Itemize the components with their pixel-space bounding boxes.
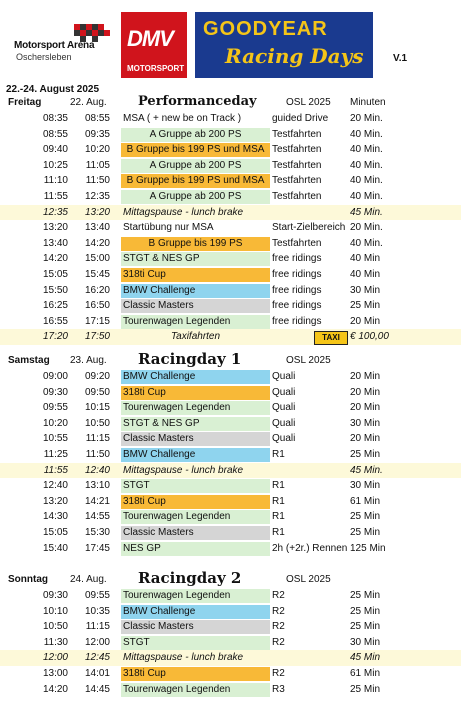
duration: 40 Min. bbox=[350, 190, 383, 202]
event-name: STGT & NES GP bbox=[121, 417, 270, 431]
duration: € 100,00 bbox=[350, 331, 389, 343]
end-time: 09:20 bbox=[84, 371, 110, 382]
start-time: 14:30 bbox=[42, 511, 68, 523]
start-time: 09:30 bbox=[42, 386, 68, 398]
end-time: 09:35 bbox=[84, 128, 110, 140]
schedule-row bbox=[0, 682, 461, 698]
session-type: Quali bbox=[272, 433, 296, 445]
session-type: Quali bbox=[272, 386, 296, 398]
day-section bbox=[0, 569, 461, 697]
day-date: 23. Aug. bbox=[70, 355, 107, 366]
end-time: 12:40 bbox=[84, 464, 110, 476]
event-name: A Gruppe ab 200 PS bbox=[121, 159, 270, 173]
session-type: Testfahrten bbox=[272, 144, 322, 156]
start-time: 10:50 bbox=[42, 621, 68, 633]
start-time: 09:00 bbox=[42, 371, 68, 382]
schedule-row bbox=[0, 267, 461, 283]
duration: 20 Min bbox=[350, 315, 381, 327]
start-time: 14:20 bbox=[42, 683, 68, 695]
start-time: 08:35 bbox=[42, 113, 68, 124]
event-name: Mittagspause - lunch brake bbox=[123, 464, 244, 476]
session-type: free ridings bbox=[272, 268, 322, 280]
event-name: Mittagspause - lunch brake bbox=[123, 206, 244, 218]
session-type: R1 bbox=[272, 480, 285, 492]
taxi-sign-icon: TAXI bbox=[314, 331, 348, 345]
session-type: Testfahrten bbox=[272, 159, 322, 171]
start-time: 12:00 bbox=[42, 652, 68, 664]
start-time: 10:20 bbox=[42, 417, 68, 429]
day-name: Sonntag bbox=[8, 574, 48, 585]
msa-logo-line1: Motorsport Arena bbox=[14, 40, 95, 51]
end-time: 15:00 bbox=[84, 253, 110, 265]
schedule-row bbox=[0, 283, 461, 299]
session-type: R3 bbox=[272, 683, 285, 695]
end-time: 12:45 bbox=[84, 652, 110, 664]
end-time: 10:50 bbox=[84, 417, 110, 429]
schedule-row bbox=[0, 666, 461, 682]
goodyear-logo-line2: Racing Days bbox=[225, 44, 364, 68]
start-time: 15:05 bbox=[42, 526, 68, 538]
start-time: 14:20 bbox=[42, 253, 68, 265]
event-name: 318ti Cup bbox=[121, 268, 270, 282]
end-time: 08:55 bbox=[84, 113, 110, 124]
end-time: 11:15 bbox=[85, 433, 110, 445]
day-header bbox=[0, 95, 461, 111]
event-name: B Gruppe bis 199 PS und MSA bbox=[121, 143, 270, 157]
event-name: Mittagspause - lunch brake bbox=[123, 652, 244, 664]
start-time: 11:55 bbox=[43, 464, 68, 476]
start-time: 15:05 bbox=[42, 268, 68, 280]
schedule-row bbox=[0, 142, 461, 158]
day-name: Freitag bbox=[8, 97, 42, 108]
goodyear-logo-line1: GOODYEAR bbox=[203, 18, 328, 40]
duration: 25 Min bbox=[350, 605, 381, 617]
start-time: 16:55 bbox=[42, 315, 68, 327]
schedule-row bbox=[0, 525, 461, 541]
event-name: Tourenwagen Legenden bbox=[121, 589, 270, 603]
event-name: BMW Challenge bbox=[121, 370, 270, 384]
schedule-row bbox=[0, 588, 461, 604]
end-time: 12:35 bbox=[84, 190, 110, 202]
day-section bbox=[0, 95, 461, 345]
event-name: STGT & NES GP bbox=[121, 252, 270, 266]
schedule-row bbox=[0, 314, 461, 330]
session-type: R2 bbox=[272, 667, 285, 679]
session-type: free ridings bbox=[272, 300, 322, 312]
event-name: B Gruppe bis 199 PS und MSA bbox=[121, 174, 270, 188]
end-time: 14:55 bbox=[84, 511, 110, 523]
start-time: 11:25 bbox=[43, 448, 68, 460]
event-name: Classic Masters bbox=[121, 620, 270, 634]
duration: 61 Min bbox=[350, 667, 381, 679]
start-time: 13:00 bbox=[42, 667, 68, 679]
duration: 20 Min. bbox=[350, 113, 383, 124]
start-time: 11:55 bbox=[43, 190, 68, 202]
goodyear-racing-days-logo bbox=[195, 12, 373, 78]
schedule-row bbox=[0, 173, 461, 189]
osl-label: OSL 2025 bbox=[286, 355, 331, 366]
unit-label: Minuten bbox=[350, 97, 386, 108]
event-name: A Gruppe ab 200 PS bbox=[121, 128, 270, 142]
event-name: Tourenwagen Legenden bbox=[121, 683, 270, 697]
schedule-row bbox=[0, 604, 461, 620]
duration: 30 Min bbox=[350, 417, 381, 429]
event-name: Tourenwagen Legenden bbox=[121, 510, 270, 524]
event-name: STGT bbox=[121, 636, 270, 650]
duration: 20 Min. bbox=[350, 222, 383, 234]
end-time: 13:40 bbox=[84, 222, 110, 234]
end-time: 09:50 bbox=[84, 386, 110, 398]
motorsport-arena-logo bbox=[10, 22, 116, 62]
start-time: 16:25 bbox=[42, 300, 68, 312]
session-type: Testfahrten bbox=[272, 237, 322, 249]
event-name: Tourenwagen Legenden bbox=[121, 315, 270, 329]
event-name: 318ti Cup bbox=[121, 495, 270, 509]
session-type: free ridings bbox=[272, 315, 322, 327]
event-name: STGT bbox=[121, 479, 270, 493]
schedule-row bbox=[0, 220, 461, 236]
session-type: Start-Zielbereich bbox=[272, 222, 346, 234]
duration: 25 Min bbox=[350, 511, 381, 523]
schedule-row bbox=[0, 400, 461, 416]
session-type: R2 bbox=[272, 605, 285, 617]
schedule-row bbox=[0, 329, 461, 345]
duration: 125 Min bbox=[350, 542, 386, 554]
day-header bbox=[0, 350, 461, 369]
session-type: 2h (+2r.) Rennen bbox=[272, 542, 348, 554]
schedule-row bbox=[0, 416, 461, 432]
schedule-row bbox=[0, 431, 461, 447]
start-time: 13:20 bbox=[42, 495, 68, 507]
start-time: 09:30 bbox=[42, 590, 68, 601]
osl-label: OSL 2025 bbox=[286, 574, 331, 585]
event-name: 318ti Cup bbox=[121, 386, 270, 400]
duration: 40 Min. bbox=[350, 159, 383, 171]
day-date: 22. Aug. bbox=[70, 97, 107, 108]
end-time: 15:30 bbox=[84, 526, 110, 538]
event-name: A Gruppe ab 200 PS bbox=[121, 190, 270, 204]
start-time: 13:40 bbox=[42, 237, 68, 249]
schedule-row bbox=[0, 385, 461, 401]
event-name: 318ti Cup bbox=[121, 667, 270, 681]
end-time: 11:05 bbox=[85, 159, 110, 171]
end-time: 13:10 bbox=[84, 480, 110, 492]
end-time: 11:50 bbox=[85, 448, 110, 460]
end-time: 15:45 bbox=[84, 268, 110, 280]
schedule-row bbox=[0, 189, 461, 205]
msa-logo-line2: Oschersleben bbox=[16, 52, 72, 62]
duration: 25 Min bbox=[350, 526, 381, 538]
end-time: 17:45 bbox=[84, 542, 110, 554]
schedule-row bbox=[0, 127, 461, 143]
duration: 40 Min bbox=[350, 268, 381, 280]
date-range: 22.-24. August 2025 bbox=[6, 84, 100, 95]
day-section bbox=[0, 350, 461, 556]
version-label: V.1 bbox=[393, 53, 408, 64]
schedule-row bbox=[0, 541, 461, 557]
lunch-break-row bbox=[0, 650, 461, 666]
end-time: 16:50 bbox=[84, 300, 110, 312]
start-time: 17:20 bbox=[42, 331, 68, 343]
duration: 25 Min bbox=[350, 448, 381, 460]
end-time: 17:15 bbox=[84, 315, 110, 327]
day-name: Samstag bbox=[8, 355, 50, 366]
start-time: 08:55 bbox=[42, 128, 68, 140]
start-time: 09:40 bbox=[42, 144, 68, 156]
duration: 20 Min bbox=[350, 371, 381, 382]
start-time: 10:55 bbox=[42, 433, 68, 445]
duration: 25 Min bbox=[350, 683, 381, 695]
end-time: 10:35 bbox=[84, 605, 110, 617]
duration: 30 Min bbox=[350, 636, 381, 648]
duration: 45 Min. bbox=[350, 464, 383, 476]
schedule-row bbox=[0, 236, 461, 252]
duration: 45 Min. bbox=[350, 206, 383, 218]
schedule-row bbox=[0, 494, 461, 510]
dmv-logo bbox=[121, 12, 187, 78]
start-time: 12:40 bbox=[42, 480, 68, 492]
start-time: 10:25 bbox=[42, 159, 68, 171]
session-type: Quali bbox=[272, 417, 296, 429]
session-type: Testfahrten bbox=[272, 128, 322, 140]
duration: 40 Min. bbox=[350, 128, 383, 140]
start-time: 09:55 bbox=[42, 402, 68, 414]
schedule-row bbox=[0, 509, 461, 525]
duration: 45 Min bbox=[350, 652, 381, 664]
session-type: R1 bbox=[272, 511, 285, 523]
end-time: 09:55 bbox=[84, 590, 110, 601]
end-time: 16:20 bbox=[84, 284, 110, 296]
end-time: 13:20 bbox=[84, 206, 110, 218]
lunch-break-row bbox=[0, 463, 461, 479]
header bbox=[0, 0, 461, 82]
schedule-row bbox=[0, 619, 461, 635]
session-type: R1 bbox=[272, 495, 285, 507]
event-name: BMW Challenge bbox=[121, 448, 270, 462]
session-type: Quali bbox=[272, 371, 296, 382]
event-name: Taxifahrten bbox=[170, 331, 221, 343]
lunch-break-row bbox=[0, 205, 461, 221]
event-name: Tourenwagen Legenden bbox=[121, 401, 270, 415]
day-title: Performanceday bbox=[138, 94, 257, 109]
session-type: Testfahrten bbox=[272, 175, 322, 187]
duration: 25 Min bbox=[350, 590, 381, 601]
duration: 40 Min. bbox=[350, 237, 383, 249]
duration: 20 Min bbox=[350, 433, 381, 445]
duration: 25 Min bbox=[350, 300, 381, 312]
event-name: NES GP bbox=[121, 542, 270, 556]
duration: 25 Min bbox=[350, 621, 381, 633]
schedule-row bbox=[0, 478, 461, 494]
session-type: R2 bbox=[272, 621, 285, 633]
day-title: Racingday 1 bbox=[138, 350, 242, 368]
duration: 40 Min. bbox=[350, 175, 383, 187]
event-name: Startübung nur MSA bbox=[123, 222, 214, 234]
end-time: 17:50 bbox=[84, 331, 110, 343]
day-header bbox=[0, 569, 461, 588]
duration: 20 Min bbox=[350, 402, 381, 414]
duration: 20 Min bbox=[350, 386, 381, 398]
start-time: 11:10 bbox=[43, 175, 68, 187]
end-time: 10:15 bbox=[84, 402, 110, 414]
start-time: 15:40 bbox=[42, 542, 68, 554]
duration: 30 Min bbox=[350, 480, 381, 492]
session-type: guided Drive bbox=[272, 113, 329, 124]
session-type: R2 bbox=[272, 590, 285, 601]
end-time: 14:21 bbox=[84, 495, 110, 507]
schedule-row bbox=[0, 111, 461, 127]
dmv-logo-sub: MOTORSPORT bbox=[127, 64, 185, 73]
session-type: Testfahrten bbox=[272, 190, 322, 202]
end-time: 11:50 bbox=[85, 175, 110, 187]
event-name: Classic Masters bbox=[121, 526, 270, 540]
event-name: B Gruppe bis 199 PS bbox=[121, 237, 270, 251]
session-type: R2 bbox=[272, 636, 285, 648]
start-time: 11:30 bbox=[43, 636, 68, 648]
end-time: 14:20 bbox=[84, 237, 110, 249]
duration: 40 Min. bbox=[350, 144, 383, 156]
schedule-row bbox=[0, 447, 461, 463]
schedule-row bbox=[0, 298, 461, 314]
duration: 61 Min bbox=[350, 495, 381, 507]
event-name: BMW Challenge bbox=[121, 605, 270, 619]
end-time: 11:15 bbox=[85, 621, 110, 633]
session-type: free ridings bbox=[272, 284, 322, 296]
start-time: 15:50 bbox=[42, 284, 68, 296]
end-time: 14:01 bbox=[84, 667, 110, 679]
end-time: 10:20 bbox=[84, 144, 110, 156]
session-type: Quali bbox=[272, 402, 296, 414]
event-name: Classic Masters bbox=[121, 299, 270, 313]
event-name: MSA ( + new be on Track ) bbox=[123, 113, 242, 124]
schedule-row bbox=[0, 369, 461, 385]
osl-label: OSL 2025 bbox=[286, 97, 331, 108]
dmv-logo-main: DMV bbox=[127, 26, 173, 51]
duration: 40 Min bbox=[350, 253, 381, 265]
event-name: BMW Challenge bbox=[121, 284, 270, 298]
duration: 30 Min bbox=[350, 284, 381, 296]
day-date: 24. Aug. bbox=[70, 574, 107, 585]
start-time: 12:35 bbox=[42, 206, 68, 218]
start-time: 13:20 bbox=[42, 222, 68, 234]
event-name: Classic Masters bbox=[121, 432, 270, 446]
end-time: 14:45 bbox=[84, 683, 110, 695]
schedule-row bbox=[0, 251, 461, 267]
schedule-row bbox=[0, 635, 461, 651]
session-type: R1 bbox=[272, 526, 285, 538]
day-title: Racingday 2 bbox=[138, 569, 242, 587]
session-type: free ridings bbox=[272, 253, 322, 265]
session-type: R1 bbox=[272, 448, 285, 460]
end-time: 12:00 bbox=[84, 636, 110, 648]
start-time: 10:10 bbox=[42, 605, 68, 617]
schedule-row bbox=[0, 158, 461, 174]
